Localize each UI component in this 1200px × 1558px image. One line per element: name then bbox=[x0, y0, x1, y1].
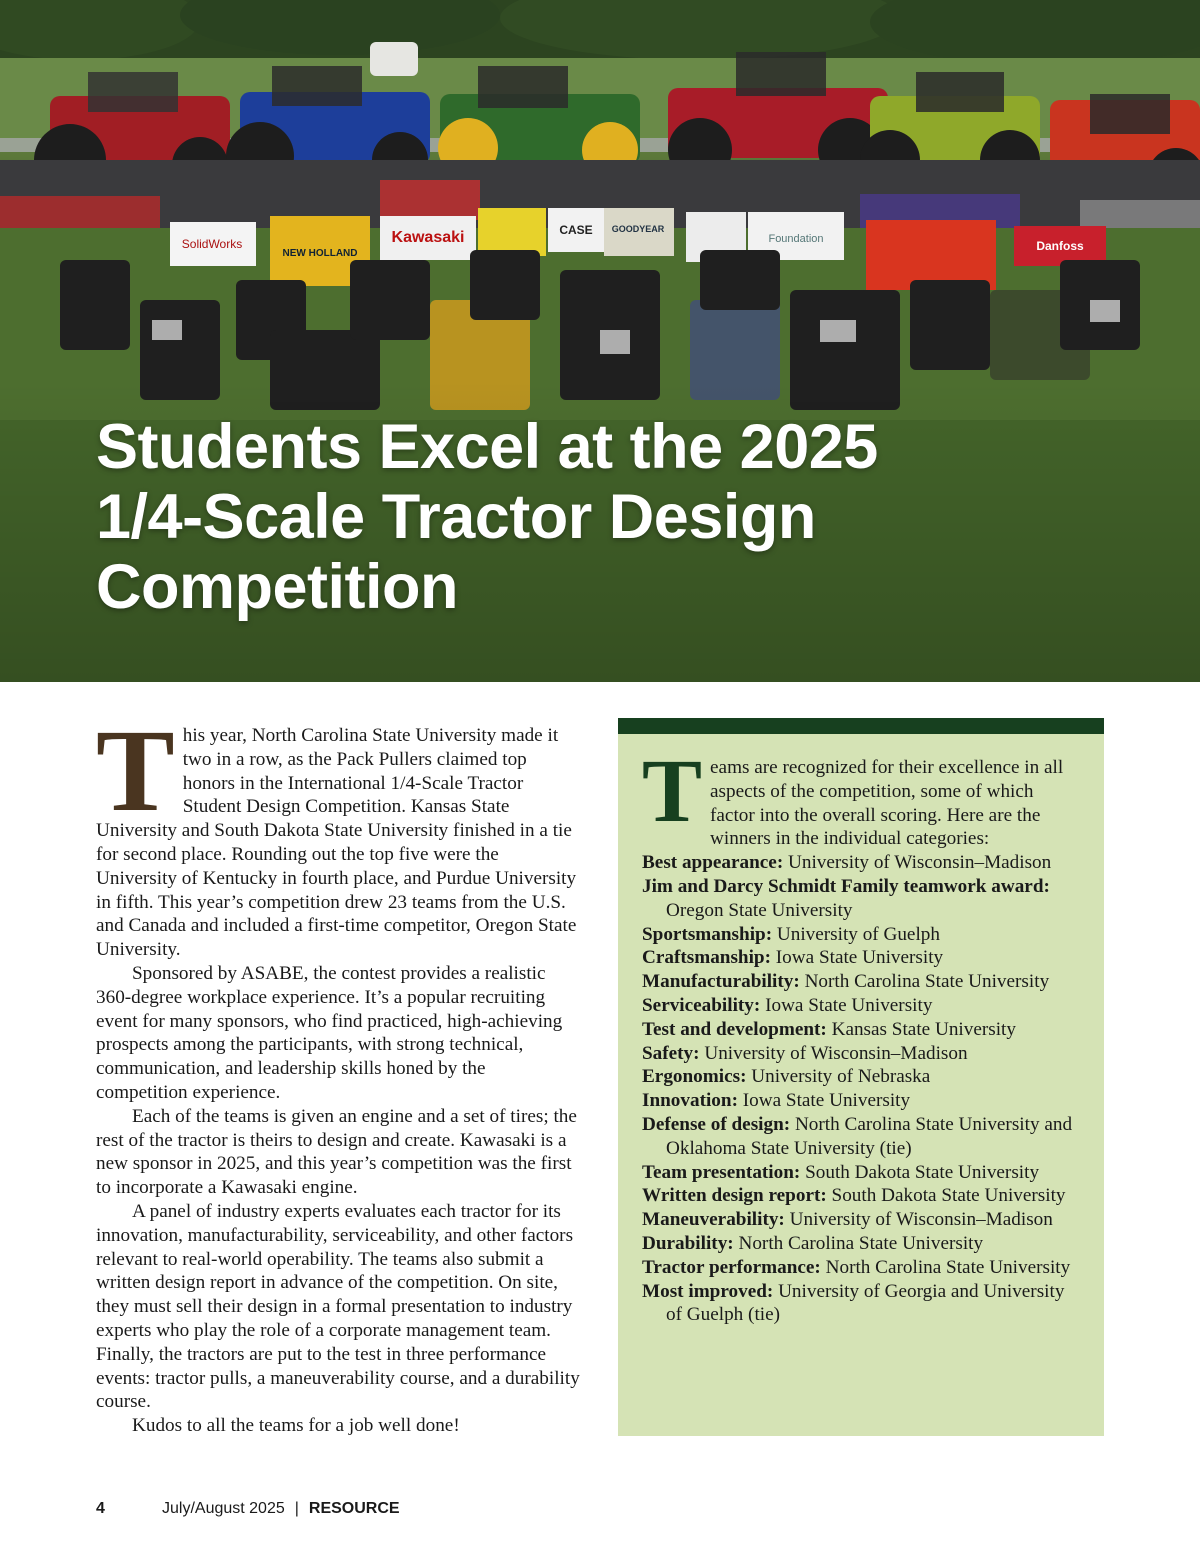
award-winner: University of Wisconsin–Madison bbox=[704, 1042, 968, 1064]
award-item bbox=[642, 875, 1082, 923]
award-item bbox=[642, 946, 1082, 970]
article-paragraph-2: Sponsored by ASABE, the contest provides a realistic 360-degree workplace experience. It’s a popular recruiting event for many sponsors, who find practiced, high-achieving prospects among the participants, with strong technical, communication, and leadership skills honed by the competition experience. bbox=[96, 962, 563, 1103]
award-winner: North Carolina State University and Oklahoma State University (tie) bbox=[666, 1113, 1073, 1159]
award-category: Safety: bbox=[642, 1042, 700, 1064]
award-item bbox=[642, 1256, 1082, 1280]
award-category: Manufacturability: bbox=[642, 971, 800, 993]
award-item bbox=[642, 1089, 1082, 1113]
award-winner: University of Guelph bbox=[776, 923, 940, 945]
award-category: Team presentation: bbox=[642, 1161, 801, 1183]
banner-kawasaki: Kawasaki bbox=[391, 229, 465, 246]
award-item bbox=[642, 970, 1082, 994]
award-winner: North Carolina State University bbox=[825, 1256, 1071, 1278]
banner-new-holland: NEW HOLLAND bbox=[282, 248, 358, 259]
title-line-1: Students Excel at the 2025 bbox=[96, 412, 878, 482]
award-item bbox=[642, 1113, 1082, 1161]
award-winner: University of Georgia and University of Guelph (tie) bbox=[666, 1280, 1065, 1326]
sidebar-intro bbox=[642, 742, 1082, 851]
banner-danfoss: Danfoss bbox=[1036, 239, 1084, 253]
sidebar-intro-text: eams are recognized for their excellence in all aspects of the competition, some of which factor into the overall scoring. Here are the winners in the individual categories: bbox=[710, 757, 1064, 850]
hero-photo bbox=[0, 0, 1200, 682]
sidebar-dropcap: T bbox=[642, 742, 703, 841]
award-category: Maneuverability: bbox=[642, 1209, 785, 1231]
banner-goodyear: GOODYEAR bbox=[611, 224, 665, 234]
award-winner: Iowa State University bbox=[742, 1090, 911, 1112]
award-winner: North Carolina State University bbox=[804, 971, 1050, 993]
award-item bbox=[642, 1232, 1082, 1256]
awards-sidebar bbox=[618, 734, 1104, 1436]
award-category: Durability: bbox=[642, 1232, 734, 1254]
award-item bbox=[642, 923, 1082, 947]
banner-case: CASE bbox=[559, 223, 593, 237]
award-category: Craftsmanship: bbox=[642, 947, 771, 969]
award-winner: University of Wisconsin–Madison bbox=[788, 852, 1052, 874]
sidebar-top-bar bbox=[618, 718, 1104, 734]
award-category: Best appearance: bbox=[642, 852, 784, 874]
award-category: Most improved: bbox=[642, 1280, 774, 1302]
award-winner: University of Wisconsin–Madison bbox=[789, 1209, 1053, 1231]
award-winner: South Dakota State University bbox=[805, 1161, 1040, 1183]
article-paragraph-4: A panel of industry experts evaluates each tractor for its innovation, manufacturability, serviceability, and other factors relevant to real-world operability. The teams also submit a written design report in advance of the competition. On site, they must sell their design in a formal presentation to industry experts who play the role of a corporate management team. Finally, the tractors are put to the test in three performance events: tractor pulls, a maneuverability course, and a durability course. bbox=[96, 1200, 580, 1413]
award-item bbox=[642, 851, 1082, 875]
article-body bbox=[96, 705, 580, 1438]
award-item bbox=[642, 1280, 1082, 1328]
award-category: Tractor performance: bbox=[642, 1256, 821, 1278]
award-winner: Iowa State University bbox=[765, 994, 933, 1016]
page-title bbox=[96, 412, 1096, 622]
award-item bbox=[642, 1184, 1082, 1208]
award-category: Jim and Darcy Schmidt Family teamwork award: bbox=[642, 875, 1050, 897]
article-paragraph-5: Kudos to all the teams for a job well done! bbox=[132, 1415, 460, 1437]
award-winner: North Carolina State University bbox=[738, 1232, 984, 1254]
award-category: Sportsmanship: bbox=[642, 923, 773, 945]
award-category: Written design report: bbox=[642, 1185, 827, 1207]
award-item bbox=[642, 1161, 1082, 1185]
banner-foundation: Foundation bbox=[768, 233, 824, 245]
issue-date: July/August 2025 bbox=[162, 1500, 285, 1517]
award-winner: Kansas State University bbox=[831, 1018, 1016, 1040]
award-category: Test and development: bbox=[642, 1018, 827, 1040]
award-winner: University of Nebraska bbox=[751, 1066, 931, 1088]
award-winner: South Dakota State University bbox=[831, 1185, 1066, 1207]
award-winner: Iowa State University bbox=[775, 947, 944, 969]
award-item bbox=[642, 1065, 1082, 1089]
title-line-3: Competition bbox=[96, 552, 458, 622]
award-item bbox=[642, 1208, 1082, 1232]
award-category: Defense of design: bbox=[642, 1113, 791, 1135]
paragraph-text: his year, North Carolina State University made it two in a row, as the Pack Pullers claimed top honors in the International 1/4-Scale Tractor Student Design Competition. Kansas State University and South Dakota State University finished in a tie for second place. Rounding out the top five were the University of Kentucky in fourth place, and Purdue University in fifth. This year’s competition drew 23 teams from the U.S. and Canada and included a first-time competitor, Oregon State University. bbox=[96, 725, 577, 961]
publication-name: RESOURCE bbox=[308, 1500, 400, 1517]
page-number: 4 bbox=[96, 1500, 105, 1517]
award-item bbox=[642, 1018, 1082, 1042]
article-paragraph-3: Each of the teams is given an engine and a set of tires; the rest of the tractor is theirs to design and create. Kawasaki is a new sponsor in 2025, and this year’s competition was the first to incorporate a Kawasaki engine. bbox=[96, 1105, 577, 1199]
dropcap: T bbox=[96, 705, 175, 836]
award-category: Innovation: bbox=[642, 1090, 738, 1112]
awards-list bbox=[642, 851, 1082, 1327]
article-paragraph-1 bbox=[96, 705, 580, 962]
banner-solidworks: SolidWorks bbox=[181, 237, 243, 251]
title-line-2: 1/4-Scale Tractor Design bbox=[96, 482, 816, 552]
award-item bbox=[642, 1042, 1082, 1066]
award-category: Ergonomics: bbox=[642, 1066, 747, 1088]
award-winner: Oregon State University bbox=[666, 899, 853, 921]
award-category: Serviceability: bbox=[642, 994, 761, 1016]
footer-separator: | bbox=[294, 1500, 299, 1517]
page-footer bbox=[96, 1498, 400, 1520]
award-item bbox=[642, 994, 1082, 1018]
